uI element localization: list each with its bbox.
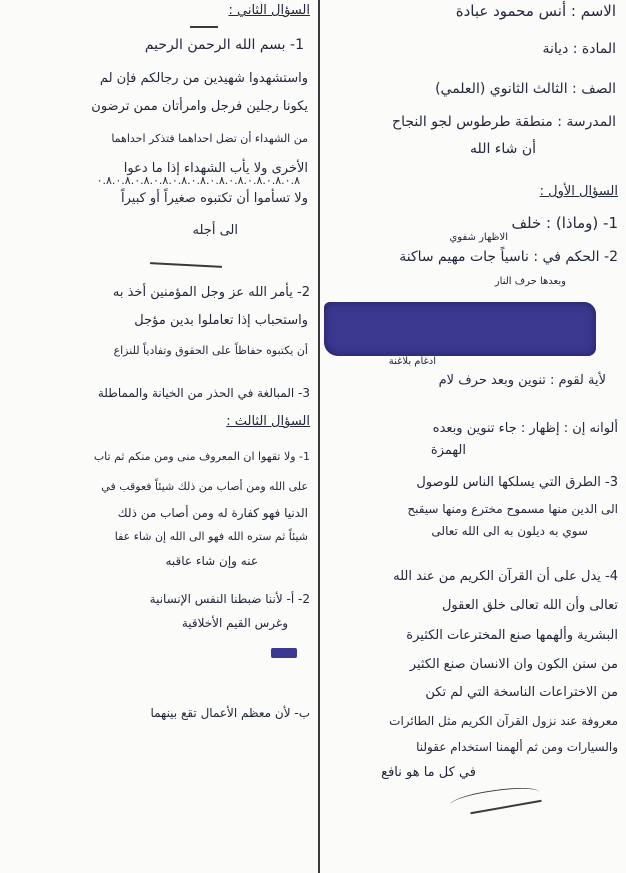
q1-title: السؤال الأول :: [539, 184, 618, 199]
column-divider: [318, 0, 320, 873]
q2-answer-1-line-1: 1- بسم الله الرحمن الرحيم: [144, 37, 304, 53]
q1-answer-1-note: الاظهار شفوي: [449, 232, 508, 243]
q2-answer-1-line-5: الأخرى ولا يأب الشهداء إذا ما دعوا: [123, 161, 308, 176]
q3-answer-1-line-1: 1- ولا تقهوا ان المعروف منى ومن منكم ثم تاب: [93, 450, 310, 463]
q3-answer-2-line-1: 2- أ- لأننا ضبطنا النفس الإنسانية: [149, 592, 310, 606]
q1-b4-line-8: في كل ما هو نافع: [381, 765, 476, 780]
q1-answer-2-line-1: 2- الحكم في : ناسياً جات مهيم ساكنة: [399, 249, 618, 265]
scribbled-out-area: [324, 302, 596, 356]
school-line: المدرسة : منطقة طرطوس لجو النجاح: [392, 114, 616, 130]
q3-answer-1-line-4: شيئاً ثم ستره الله فهو الى الله إن شاء عفا: [114, 530, 308, 543]
q2-answer-1-line-7: الى أجله: [192, 223, 238, 238]
q1-b4-line-3: البشرية وألهمها صنع المخترعات الكثيرة: [406, 628, 618, 643]
q2-answer-1-line-2: واستشهدوا شهيدين من رجالكم فإن لم: [99, 71, 308, 86]
q2-answer-1-line-4: من الشهداء أن تضل احداهما فتذكر احداهما: [111, 132, 308, 145]
q3-answer-1-line-5: عنه وإن شاء عاقبه: [165, 554, 258, 568]
q1-b4-line-5: من الاختراعات الناسخة التي لم تكن: [425, 685, 618, 700]
q1-b3-line-3: سوي به ديلون به الى الله تعالى: [431, 524, 588, 538]
q1-b4-line-4: من سنن الكون وان الانسان صنع الكثير: [409, 657, 618, 672]
q1-b3-line-1: 3- الطرق التي يسلكها الناس للوصول: [416, 475, 618, 490]
q3-answer-1-line-2: على الله ومن أصاب من ذلك شيئاً فعوقب في: [101, 480, 308, 493]
q1-answer-2-line-2: وبعدها حرف النار: [494, 276, 566, 287]
scribbled-mark: [271, 648, 297, 658]
q2-answer-2-line-1: 2- يأمر الله عز وجل المؤمنين أخذ به: [112, 285, 310, 300]
q1-answer-4-line-2: الهمزة: [430, 443, 466, 458]
q1-answer-4-line-1: ألوانه إن : إظهار : جاء تنوين وبعده: [432, 421, 618, 436]
student-name: الاسم : أنس محمود عبادة: [455, 2, 616, 20]
q2-answer-3: 3- المبالغة في الحذر من الخيانة والمماطلة: [97, 386, 310, 400]
q1-answer-1: 1- (وماذا) : خلف: [511, 214, 618, 232]
pen-stroke: [190, 26, 218, 28]
q2-answer-1-line-3: يكونا رجلين فرجل وامرأتان ممن ترضون: [91, 99, 308, 114]
q1-b4-line-7: والسيارات ومن ثم ألهمنا استخدام عقولنا: [416, 740, 618, 754]
q1-answer-2-note: ادغام بلاغنة: [388, 356, 436, 367]
q2-answer-1-line-6: ولا تسأموا أن تكتبوه صغيراً أو كبيراً: [120, 191, 308, 206]
q1-answer-3: لأية لقوم : تنوين وبعد حرف لام: [438, 373, 606, 388]
q1-block: [322, 0, 626, 873]
q2-title: السؤال الثاني :: [228, 3, 310, 18]
q1-b3-line-2: الى الدين منها مسموح مخترع ومنها سيقبح: [407, 502, 618, 516]
wish-line: أن شاء الله: [470, 141, 536, 157]
q2-answer-2-line-2: واستحباب إذا تعاملوا بدين مؤجل: [134, 313, 308, 328]
q3-answer-b: ب- لأن معظم الأعمال تقع بينهما: [150, 706, 310, 720]
q3-title: السؤال الثالث :: [226, 414, 310, 429]
q3-answer-1-line-3: الدنيا فهو كفارة له ومن أصاب من ذلك: [117, 506, 308, 520]
q1-b4-line-6: معروفة عند نزول القرآن الكريم مثل الطائرات: [389, 714, 618, 728]
grade-line: الصف : الثالث الثانوي (العلمي): [435, 81, 616, 97]
subject-line: المادة : ديانة: [542, 41, 616, 57]
dotted-separator: ٠.٨.٠.٨.٠.٨.٠.٨.٠.٨.٠.٨.٠.٨.٠.٨.٠.٨.٠.٨.٠.٨: [96, 176, 300, 186]
q2-answer-2-line-3: أن يكتبوه حفاظاً على الحقوق وتفادياً للنزاع: [113, 344, 308, 357]
q3-answer-2-line-2: وغرس القيم الأخلاقية: [181, 616, 288, 630]
q1-b4-line-1: 4- يدل على أن القرآن الكريم من عند الله: [393, 569, 618, 584]
q1-b4-line-2: تعالى وأن الله تعالى خلق العقول: [441, 598, 618, 613]
